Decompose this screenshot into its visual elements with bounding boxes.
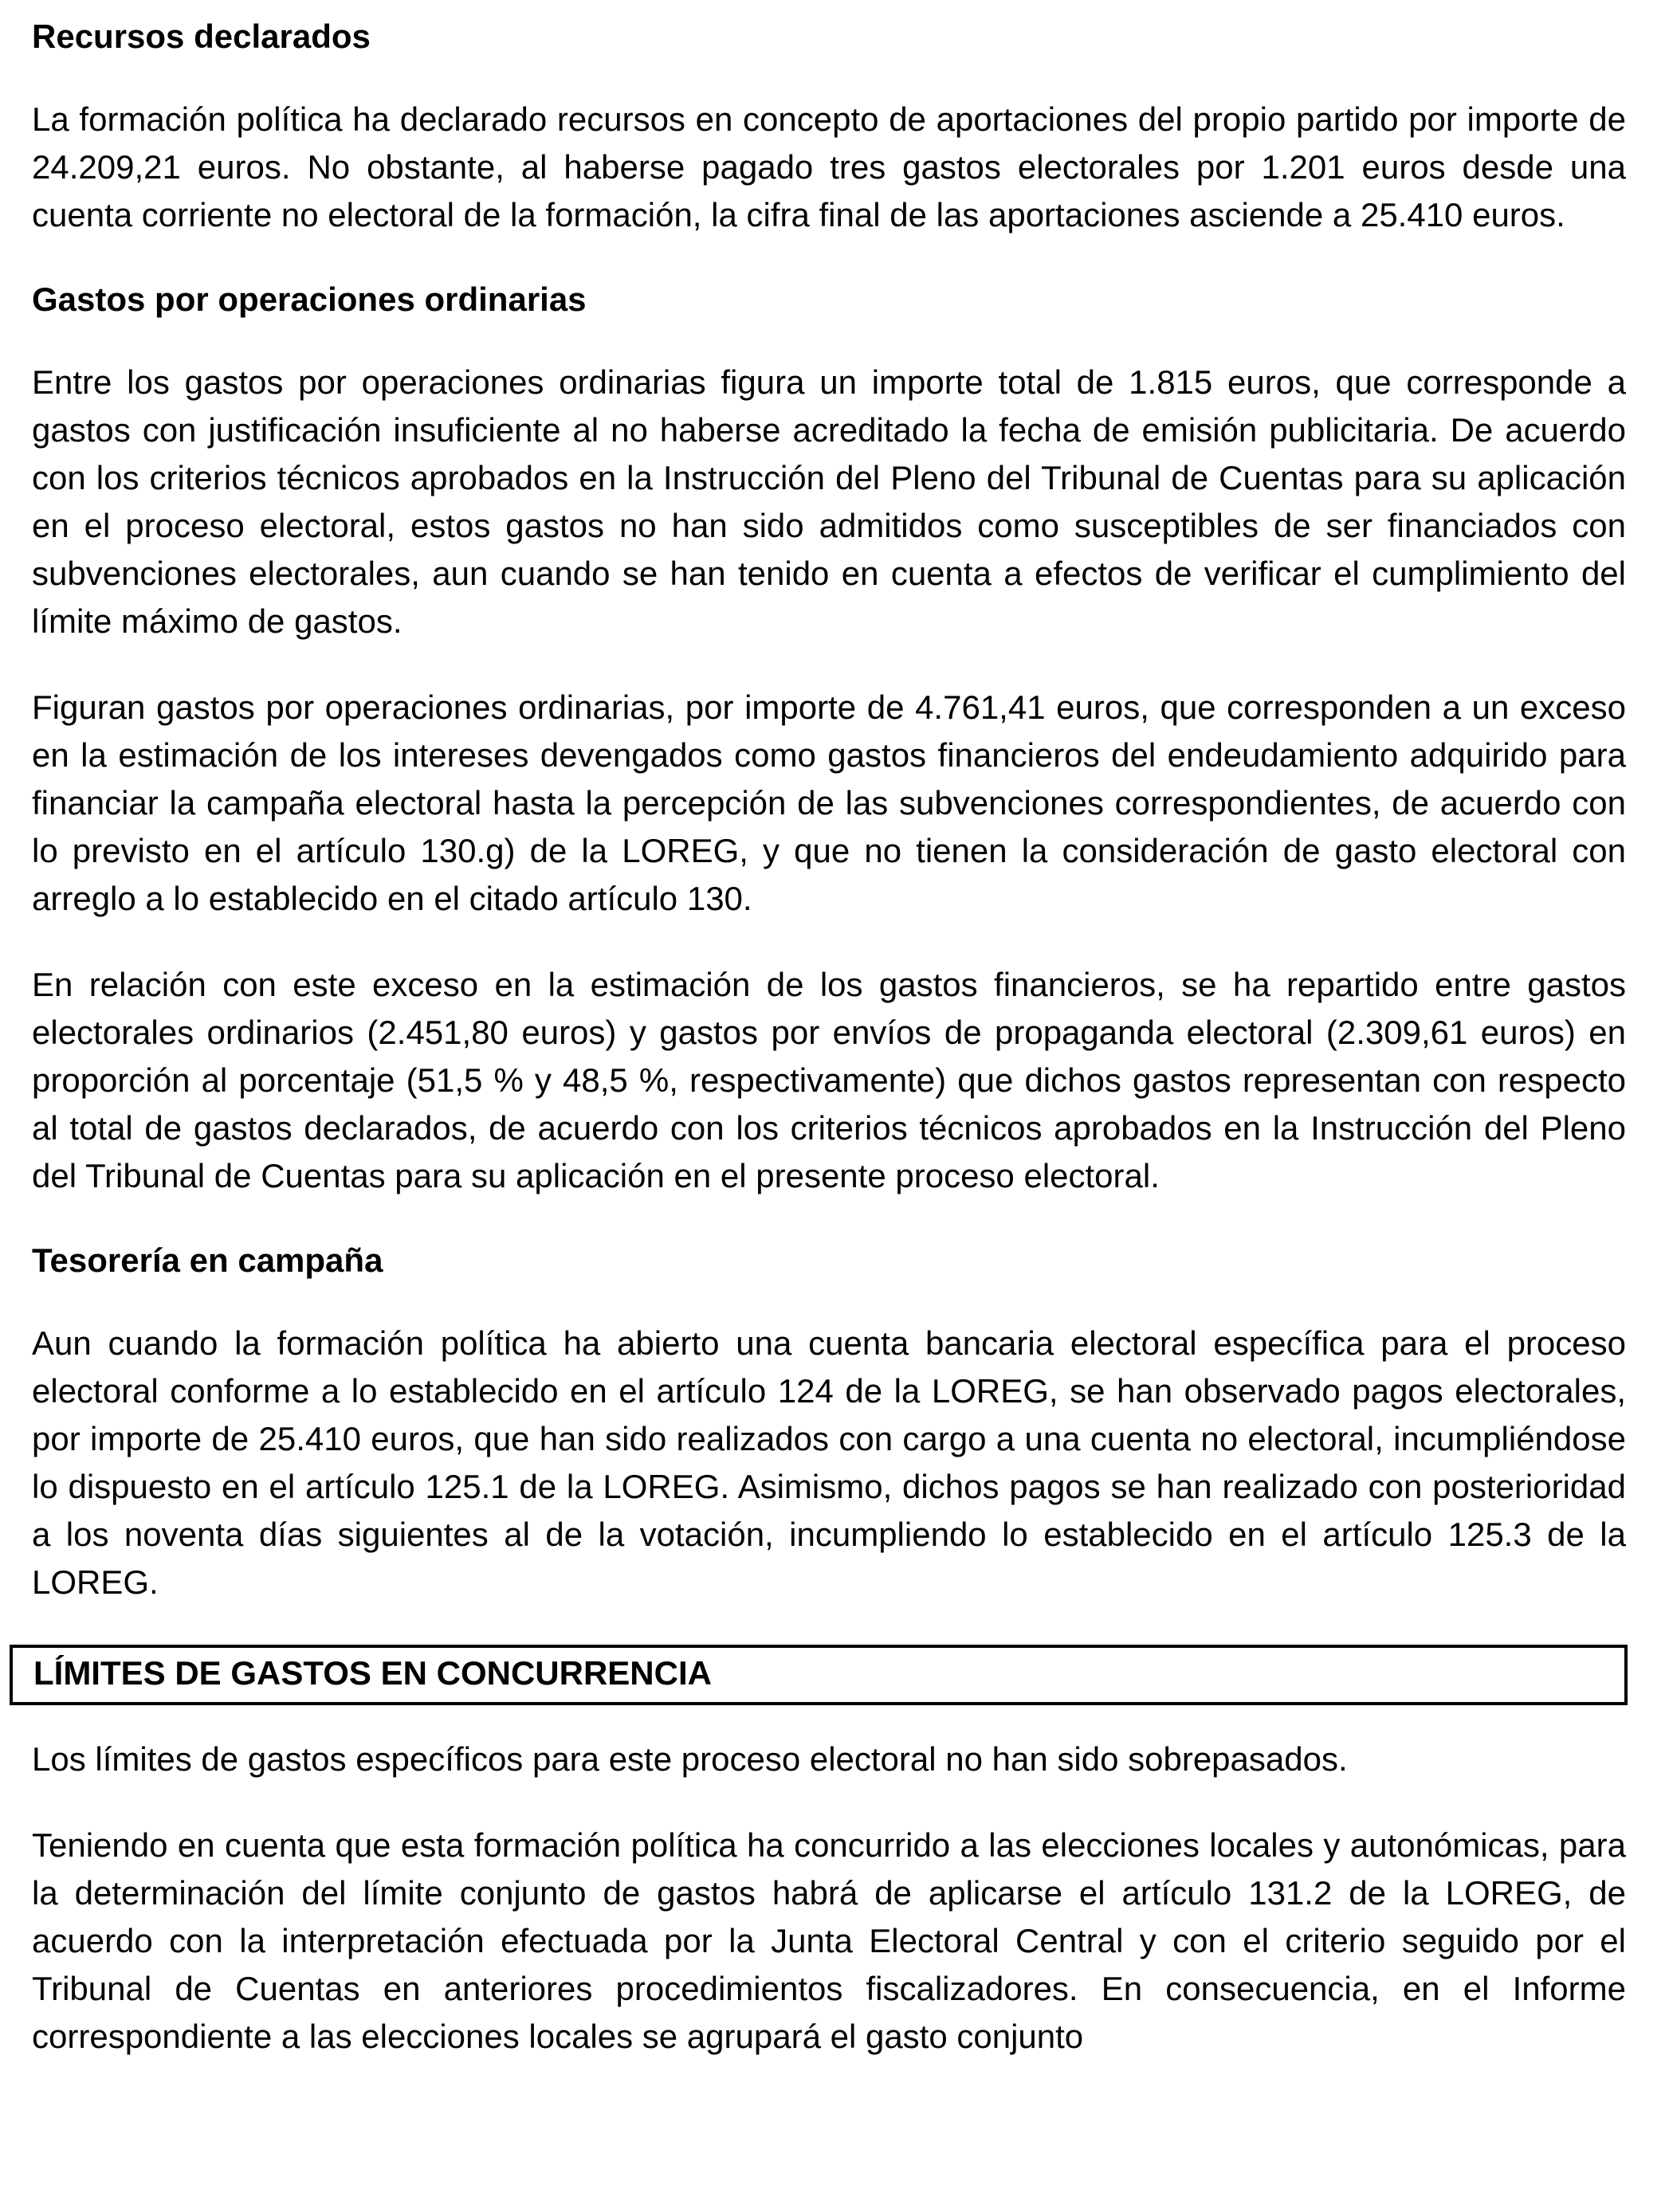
paragraph-gastos-1: Entre los gastos por operaciones ordinarias figura un importe total de 1.815 euros, que corresponde a gastos con justificación insuficiente al no haberse acreditado la fecha de emisión publicitaria. De acuerdo con los criterios técnicos aprobados en la Instrucción del Pleno del Tribunal de Cuentas para su aplicación en el proceso electoral, estos gastos no han sido admitidos como susceptibles de ser financiados con subvenciones electorales, aun cuando se han tenido en cuenta a efectos de verificar el cumplimiento del límite máximo de gastos.: [32, 363, 1626, 640]
paragraph-recursos: La formación política ha declarado recursos en concepto de aportaciones del propio partido por importe de 24.209,21 euros. No obstante, al haberse pagado tres gastos electorales por 1.201 euros desde una cuenta corriente no electoral de la formación, la cifra final de las aportaciones asciende a 25.410 euros.: [32, 100, 1626, 233]
paragraph-gastos-3: En relación con este exceso en la estimación de los gastos financieros, se ha repartido entre gastos electorales ordinarios (2.451,80 euros) y gastos por envíos de propaganda electoral (2.309,61 euros) en proporción al porcentaje (51,5 % y 48,5 %, respectivamente) que dichos gastos representan con respecto al total de gastos declarados, de acuerdo con los criterios técnicos aprobados en la Instrucción del Pleno del Tribunal de Cuentas para su aplicación en el presente proceso electoral.: [32, 966, 1626, 1194]
heading-gastos-operaciones-ordinarias: Gastos por operaciones ordinarias: [32, 280, 587, 318]
paragraph-limites-1: Los límites de gastos específicos para este proceso electoral no han sido sobrepasados.: [32, 1740, 1348, 1778]
boxed-heading-limites-gastos: LÍMITES DE GASTOS EN CONCURRENCIA: [10, 1645, 1628, 1705]
paragraph-tesoreria: Aun cuando la formación política ha abierto una cuenta bancaria electoral específica para el proceso electoral conforme a lo establecido en el artículo 124 de la LOREG, se han observado pagos electorales, por importe de 25.410 euros, que han sido realizados con cargo a una cuenta no electoral, incumpliéndose lo dispuesto en el artículo 125.1 de la LOREG. Asimismo, dichos pagos se han realizado con posterioridad a los noventa días siguientes al de la votación, incumpliendo lo establecido en el artículo 125.3 de la LOREG.: [32, 1324, 1626, 1601]
paragraph-limites-2: Teniendo en cuenta que esta formación política ha concurrido a las elecciones locales y autonómicas, para la determinación del límite conjunto de gastos habrá de aplicarse el artículo 131.2 de la LOREG, de acuerdo con la interpretación efectuada por la Junta Electoral Central y con el criterio seguido por el Tribunal de Cuentas en anteriores procedimientos fiscalizadores. En consecuencia, en el Informe correspondiente a las elecciones locales se agrupará el gasto conjunto: [32, 1826, 1626, 2055]
document-page: [32, 14, 1626, 2099]
heading-recursos-declarados: Recursos declarados: [32, 18, 371, 55]
heading-tesoreria-campana: Tesorería en campaña: [32, 1241, 383, 1279]
paragraph-gastos-2: Figuran gastos por operaciones ordinarias, por importe de 4.761,41 euros, que corresponden a un exceso en la estimación de los intereses devengados como gastos financieros del endeudamiento adquirido para financiar la campaña electoral hasta la percepción de las subvenciones correspondientes, de acuerdo con lo previsto en el artículo 130.g) de la LOREG, y que no tienen la consideración de gasto electoral con arreglo a lo establecido en el citado artículo 130.: [32, 688, 1626, 917]
